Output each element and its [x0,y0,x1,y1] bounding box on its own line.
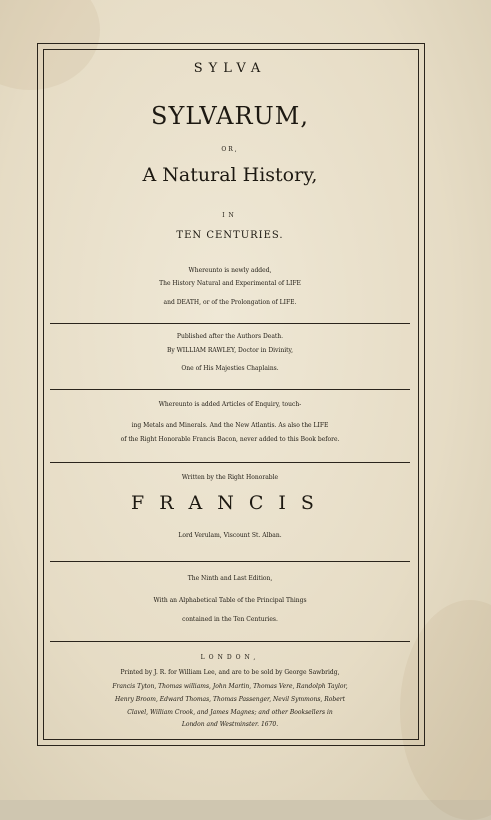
title-line-2: SYLVARUM, [151,102,309,130]
imprint-line-3: Henry Broom, Edward Thomas, Thomas Passenger, Nevil Symmons, Robert [114,696,346,703]
written-by: Written by the Right Honorable [181,474,279,481]
edition-line-2: With an Alphabetical Table of the Principal Things [153,597,307,604]
additions-line-1: Whereunto is newly added, [188,267,272,274]
title-line-1: SYLVA [193,61,267,76]
imprint-line-1: Printed by J. R. for William Lee, and are to be sold by George Sawbridg, [120,669,340,676]
divider [50,323,410,324]
author-name: FRANCIS [131,492,329,514]
title-line-3: A Natural History, [142,164,318,186]
edition-line-1: The Ninth and Last Edition, [187,575,273,582]
edition-line-3: contained in the Ten Centuries. [182,616,278,623]
imprint-line-2: Francis Tyton, Thomas williams, John Martin, Thomas Vere, Randolph Taylor, [112,683,348,690]
divider [50,462,410,463]
divider [50,561,410,562]
articles-line-3: of the Right Honorable Francis Bacon, never added to this Book before. [120,436,340,443]
additions-line-2: The History Natural and Experimental of LIFE [159,280,301,287]
divider [50,641,410,642]
title-or: OR, [221,146,239,153]
imprint-line-5: London and Westminster. 1670. [181,721,279,728]
articles-line-1: Whereunto is added Articles of Enquiry, touch- [158,401,302,408]
title-line-4: TEN CENTURIES. [176,230,284,241]
title-in: IN [222,212,238,219]
author-title: Lord Verulam, Viscount St. Alban. [178,532,282,539]
divider [50,389,410,390]
publisher-line-3: One of His Majesties Chaplains. [181,365,279,372]
articles-line-2: ing Metals and Minerals. And the New Atlantis. As also the LIFE [131,422,329,429]
publisher-line-2: By WILLIAM RAWLEY, Doctor in Divinity, [166,347,294,354]
imprint-city: LONDON, [200,654,260,661]
publisher-line-1: Published after the Authors Death. [176,333,284,340]
imprint-line-4: Clavel, William Crook, and James Magnes; and other Booksellers in [127,709,333,716]
additions-line-3: and DEATH, or of the Prolongation of LIFE. [163,299,297,306]
